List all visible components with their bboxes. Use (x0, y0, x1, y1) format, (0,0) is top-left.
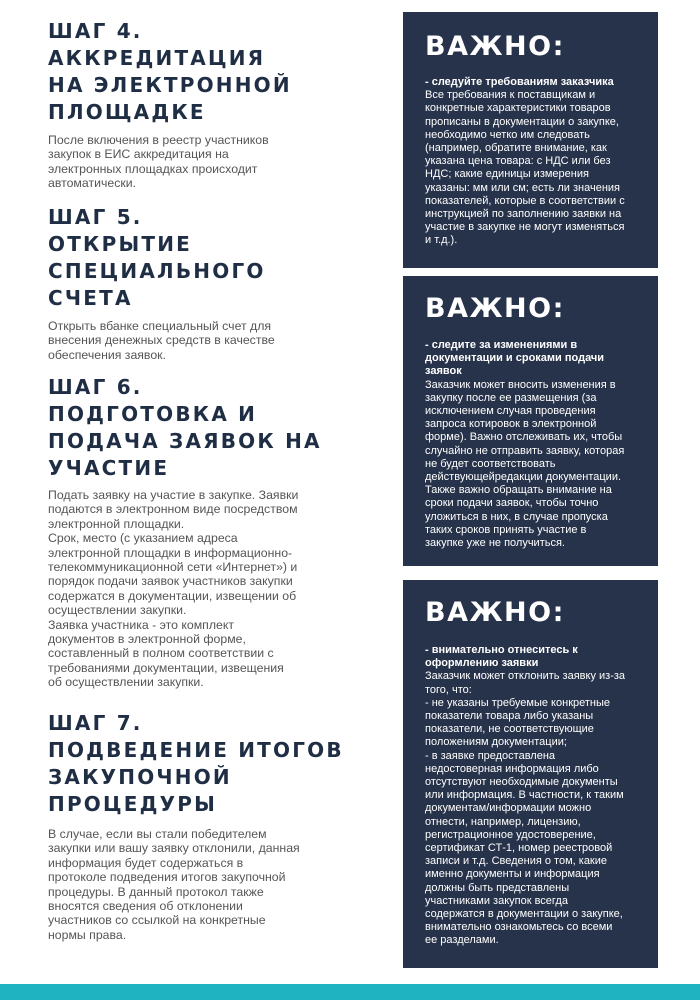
important-box-1-body (425, 89, 634, 247)
important-heading: ВАЖНО: (425, 31, 565, 62)
step-6-text-line: Срок, место (с указанием адреса (48, 531, 238, 546)
body-line: закупке уже не получиться. (425, 537, 565, 550)
important-box-3-body (425, 670, 634, 947)
important-box-2-body (425, 379, 634, 551)
important-box-3-subtitle (425, 644, 634, 670)
important-heading: ВАЖНО: (425, 293, 565, 324)
step-7-text-line: нормы права. (48, 927, 127, 942)
step-6-text-line: электронной площадки в информационно- (48, 545, 293, 560)
step-4-text-line: После включения в реестр участников (48, 133, 269, 147)
step-7-title-line: ПРОЦЕДУРЫ (48, 792, 218, 816)
important-heading: ВАЖНО: (425, 597, 565, 628)
step-6-title-line: УЧАСТИЕ (48, 456, 170, 480)
body-line: исключением случая проведения (425, 405, 596, 418)
important-box-2 (403, 276, 658, 566)
body-line: сертификат СТ-1, номер реестровой (425, 842, 613, 855)
body-line: показатели, не соответствующие (425, 723, 594, 736)
body-line: записи и т.д. Сведения о том, какие (425, 855, 608, 868)
body-line: Также важно обращать внимание на (425, 484, 612, 497)
step-7-text-line: протоколе подведения итогов закупочной (48, 870, 286, 885)
step-6-text-line: электронной площадки. (48, 516, 185, 531)
body-line: сроки подачи заявок, чтобы точно (425, 497, 599, 510)
step-7-text (48, 827, 348, 942)
step-7-text-line: участников со ссылкой на конкретные (48, 913, 266, 928)
step-6-text (48, 488, 348, 690)
step-5-title-line: ШАГ 5. (48, 205, 143, 229)
step-5-text (48, 319, 348, 362)
body-line: отнести, например, лицензию, (425, 815, 581, 828)
body-line: форме). Важно отслеживать их, чтобы (425, 431, 623, 444)
body-line: - в заявке предоставлена (425, 749, 556, 762)
step-6-text-line: подаются в электронном виде посредством (48, 502, 298, 517)
body-line: НДС; какие единицы измерения (425, 168, 589, 181)
step-5-title (48, 204, 348, 312)
body-line: - не указаны требуемые конкретные (425, 696, 611, 709)
body-line: отсутствуют необходимые документы (425, 776, 618, 789)
step-6-section (48, 374, 348, 690)
body-line: документам/информации можно (425, 802, 592, 815)
step-6-text-line: требованиями документации, извещения (48, 660, 284, 675)
step-4-title-line: НА ЭЛЕКТРОННОЙ (48, 73, 292, 97)
body-line: запроса котировок в электронной (425, 418, 597, 431)
important-box-3 (403, 580, 658, 968)
body-line: положениям документации; (425, 736, 567, 749)
step-7-text-line: В случае, если вы стали победителем (48, 827, 267, 841)
subtitle-line: оформлению заявки (425, 657, 539, 670)
step-6-text-line: порядок подачи заявок участников закупки (48, 574, 293, 589)
step-4-title-line: ШАГ 4. (48, 19, 143, 43)
step-7-title-line: ПОДВЕДЕНИЕ ИТОГОВ (48, 738, 344, 762)
step-6-text-line: об осуществлении закупки. (48, 675, 204, 690)
step-6-text-line: осуществлении закупки. (48, 603, 187, 618)
step-5-text-line: Открыть вбанке специальный счет для (48, 319, 272, 333)
bottom-accent-bar (0, 984, 700, 1000)
step-7-text-line: закупки или вашу заявку отклонили, данная (48, 841, 300, 856)
body-line: указаны: мм или см; есть ли значения (425, 181, 621, 194)
step-6-text-line: телекоммуникационной сети «Интернет») и (48, 560, 298, 575)
body-line: или информация. В частности, к таким (425, 789, 624, 802)
step-5-title-line: СЧЕТА (48, 286, 133, 310)
body-line: указана цена товара: с НДС или без (425, 155, 611, 168)
step-4-title-line: АККРЕДИТАЦИЯ (48, 46, 266, 70)
important-box-1-subtitle (425, 76, 634, 89)
body-line: таких сроков принять участие в (425, 523, 587, 536)
step-6-text-line: содержатся в документации, извещении об (48, 588, 297, 603)
step-7-title (48, 710, 348, 818)
step-5-text-line: обеспечения заявок. (48, 347, 166, 362)
step-4-section (48, 18, 348, 191)
subtitle-line: заявок (425, 365, 462, 378)
step-6-title-line: ПОДГОТОВКА И (48, 402, 258, 426)
body-line: прописаны в документации о закупке, (425, 115, 619, 128)
body-line: регистрационное удостоверение, (425, 828, 596, 841)
subtitle-line: документации и сроками подачи (425, 352, 605, 365)
body-line: показателей, которые в соответствии с (425, 194, 625, 207)
body-line: инструкцией по заполнению заявки на (425, 208, 622, 221)
body-line: показатели товара либо указаны (425, 710, 594, 723)
body-line: внимательно ознакомьтесь со всеми (425, 921, 613, 934)
body-line: закупку после ее размещения (за (425, 391, 597, 404)
step-7-text-line: вносятся сведения об отклонении (48, 899, 243, 914)
step-5-title-line: СПЕЦИАЛЬНОГО (48, 259, 266, 283)
important-box-1 (403, 12, 658, 268)
body-line: Все требования к поставщикам и (425, 89, 596, 102)
important-box-2-subtitle (425, 339, 634, 379)
step-4-text-line: электронных площадках происходит (48, 161, 258, 176)
body-line: не будет соответствовать (425, 457, 556, 470)
step-6-text-line: составленный в полном соответствии с (48, 646, 274, 661)
step-4-text-line: автоматически. (48, 176, 137, 191)
body-line: должны быть представлены (425, 881, 570, 894)
body-line: участие в закупке не могут изменяться (425, 221, 625, 234)
body-line: (например, обратите внимание, как (425, 142, 607, 155)
step-6-text-line: Подать заявку на участие в закупке. Заявки (48, 488, 299, 502)
step-7-title-line: ЗАКУПОЧНОЙ (48, 765, 232, 789)
body-line: ее разделами. (425, 934, 499, 947)
step-7-text-line: процедуры. В данный протокол также (48, 884, 264, 899)
step-6-text-line: документов в электронной форме, (48, 632, 246, 647)
body-line: конкретные характеристики товаров (425, 102, 611, 115)
body-line: необходимо четко им следовать (425, 128, 590, 141)
body-line: Заказчик может вносить изменения в (425, 378, 616, 391)
step-7-section (48, 710, 348, 942)
step-5-text-line: внесения денежных средств в качестве (48, 333, 275, 348)
step-7-text-line: информация будет содержаться в (48, 855, 244, 870)
body-line: недостоверная информация либо (425, 762, 599, 775)
body-line: действующейредакции документации. (425, 471, 622, 484)
step-6-text-line: Заявка участника - это комплект (48, 617, 235, 632)
step-4-title-line: ПЛОЩАДКЕ (48, 100, 206, 124)
step-5-section (48, 204, 348, 362)
step-4-text-line: закупок в ЕИС аккредитация на (48, 147, 229, 162)
body-line: того, что: (425, 683, 472, 696)
step-6-title-line: ШАГ 6. (48, 375, 143, 399)
step-5-title-line: ОТКРЫТИЕ (48, 232, 193, 256)
body-line: Заказчик может отклонить заявку из-за (425, 670, 626, 683)
body-line: случайно не отправить заявку, которая (425, 444, 625, 457)
step-6-title (48, 374, 348, 482)
subtitle-line: - внимательно отнеситесь к (425, 644, 578, 656)
subtitle-line: - следите за изменениями в (425, 339, 578, 351)
body-line: уложиться в них, в случае пропуска (425, 510, 608, 523)
step-7-title-line: ШАГ 7. (48, 711, 143, 735)
body-line: участниками закупок всегда (425, 894, 568, 907)
body-line: содержатся в документации о закупке, (425, 908, 623, 921)
subtitle-line: - следуйте требованиям заказчика (425, 76, 614, 88)
body-line: и т.д.). (425, 234, 458, 247)
step-4-text (48, 133, 348, 191)
step-6-title-line: ПОДАЧА ЗАЯВОК НА (48, 429, 322, 453)
body-line: именно документы и информация (425, 868, 600, 881)
step-4-title (48, 18, 348, 126)
